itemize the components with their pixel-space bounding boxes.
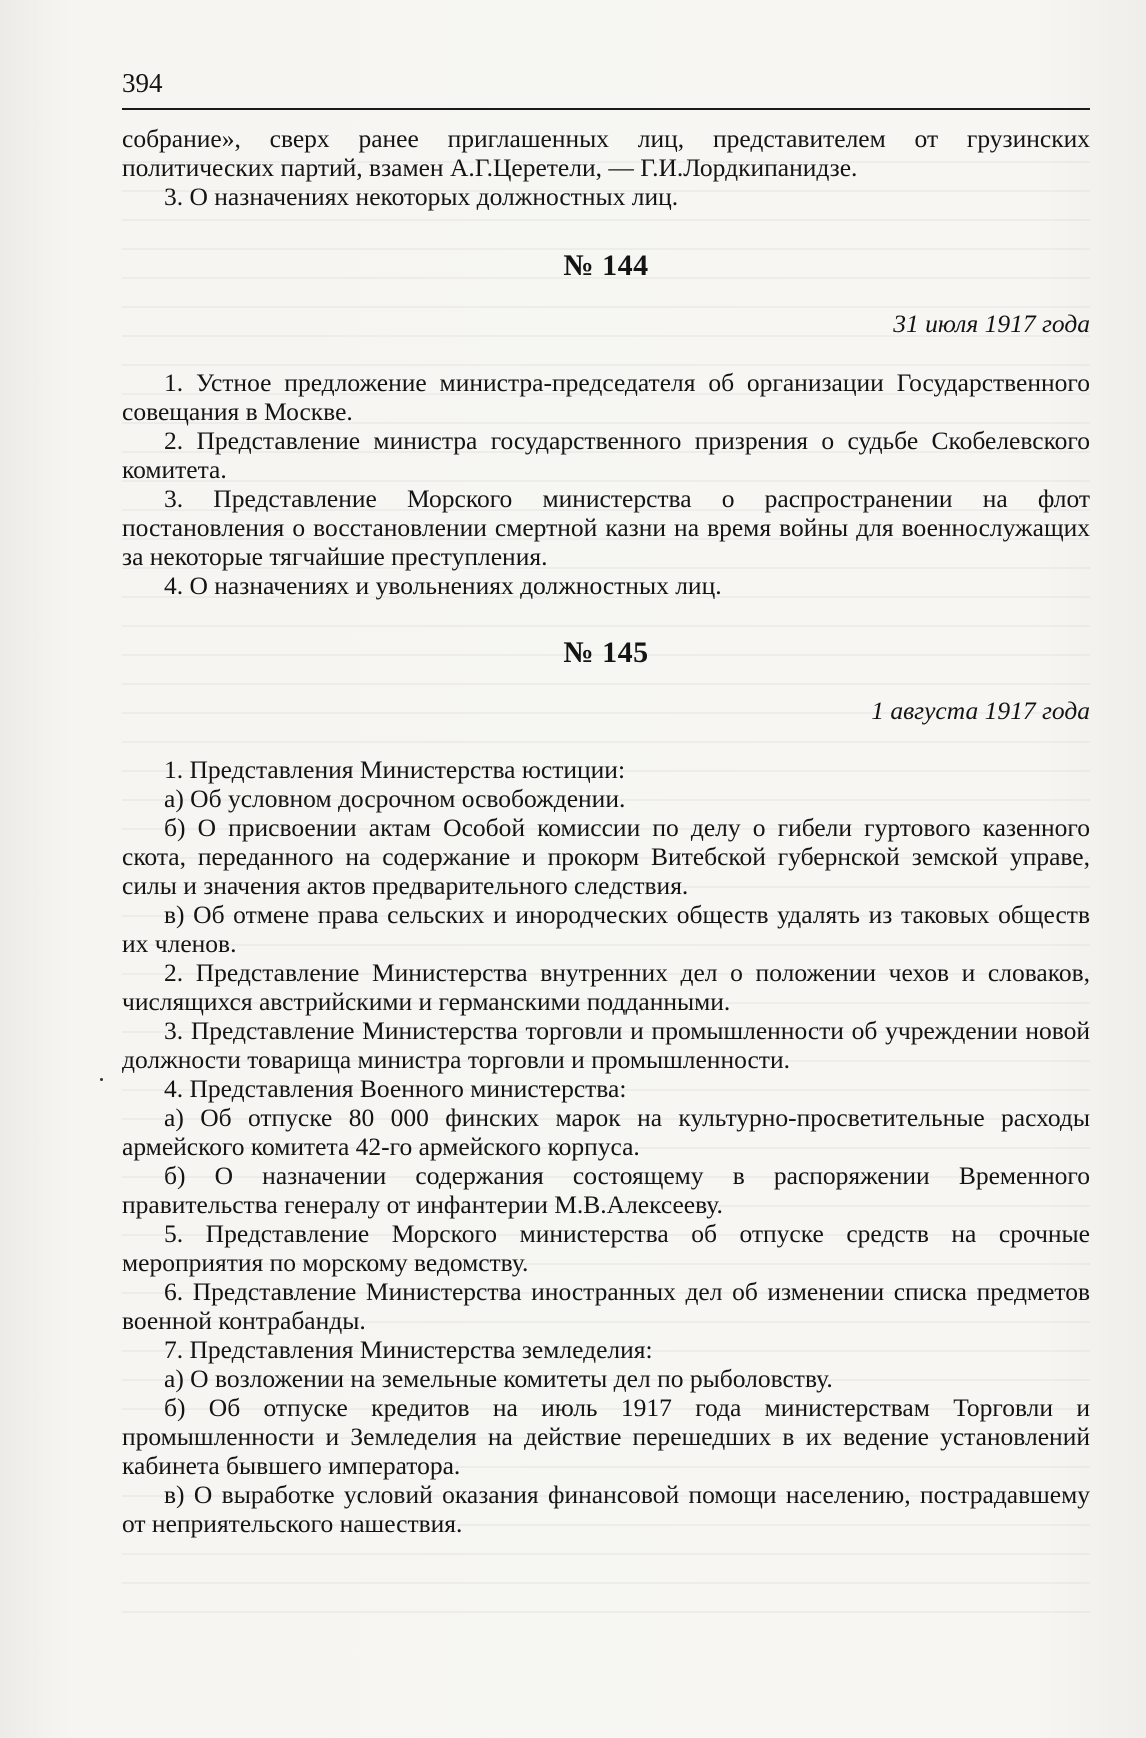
- document-date-145: 1 августа 1917 года: [871, 696, 1090, 725]
- intro-item: 3. О назначениях некоторых должностных лиц.: [164, 182, 679, 211]
- intro-continuation: собрание», сверх ранее приглашенных лиц, представителем от грузинских политических партий, взамен А.Г.Церетели, — Г.И.Лордкипанидзе.: [122, 124, 1090, 182]
- header-rule: [122, 108, 1090, 110]
- doc145-item: в) О выработке условий оказания финансовой помощи населению, пострадавшему от неприятельского нашествия.: [122, 1480, 1090, 1538]
- doc145-item: 1. Представления Министерства юстиции:: [164, 755, 626, 784]
- doc145-item: 7. Представления Министерства земледелия:: [164, 1335, 653, 1364]
- doc145-item: 2. Представление Министерства внутренних дел о положении чехов и словаков, числящихся австрийскими и германскими подданными.: [122, 958, 1090, 1016]
- doc145-item: а) Об отпуске 80 000 финских марок на культурно-просветительные расходы армейского комитета 42-го армейского корпуса.: [122, 1103, 1090, 1161]
- doc145-item: б) О присвоении актам Особой комиссии по делу о гибели гуртового казенного скота, переданного на содержание и прокорм Витебской губернской земской управе, силы и значения актов предварительного следствия.: [122, 813, 1090, 900]
- doc145-item: а) О возложении на земельные комитеты дел по рыболовству.: [164, 1364, 833, 1393]
- page-number: 394: [122, 68, 163, 98]
- document-date-144: 31 июля 1917 года: [893, 309, 1090, 338]
- scan-speck: [100, 1078, 103, 1081]
- doc145-item: 4. Представления Военного министерства:: [164, 1074, 627, 1103]
- doc144-item: 2. Представление министра государственного призрения о судьбе Скобелевского комитета.: [122, 426, 1090, 484]
- doc144-item: 1. Устное предложение министра-председателя об организации Государственного совещания в Москве.: [122, 368, 1090, 426]
- doc145-item: 5. Представление Морского министерства об отпуске средств на срочные мероприятия по морскому ведомству.: [122, 1219, 1090, 1277]
- doc145-item: б) О назначении содержания состоящему в распоряжении Временного правительства генералу от инфантерии М.В.Алексееву.: [122, 1161, 1090, 1219]
- page-body: [122, 124, 1090, 1538]
- doc145-item: б) Об отпуске кредитов на июль 1917 года министерствам Торговли и промышленности и Земледелия на действие перешедших в их ведение установлений кабинета бывшего императора.: [122, 1393, 1090, 1480]
- doc145-item: 3. Представление Министерства торговли и промышленности об учреждении новой должности товарища министра торговли и промышленности.: [122, 1016, 1090, 1074]
- doc144-item: 3. Представление Морского министерства о распространении на флот постановления о восстановлении смертной казни на время войны для военнослужащих за некоторые тягчайшие преступления.: [122, 484, 1090, 571]
- doc145-item: в) Об отмене права сельских и инородческих обществ удалять из таковых обществ их членов.: [122, 900, 1090, 958]
- doc145-item: 6. Представление Министерства иностранных дел об изменении списка предметов военной контрабанды.: [122, 1277, 1090, 1335]
- document-number-144: № 144: [563, 249, 649, 282]
- document-number-145: № 145: [563, 636, 649, 669]
- doc145-item: а) Об условном досрочном освобождении.: [164, 784, 626, 813]
- doc144-item: 4. О назначениях и увольнениях должностных лиц.: [164, 571, 722, 600]
